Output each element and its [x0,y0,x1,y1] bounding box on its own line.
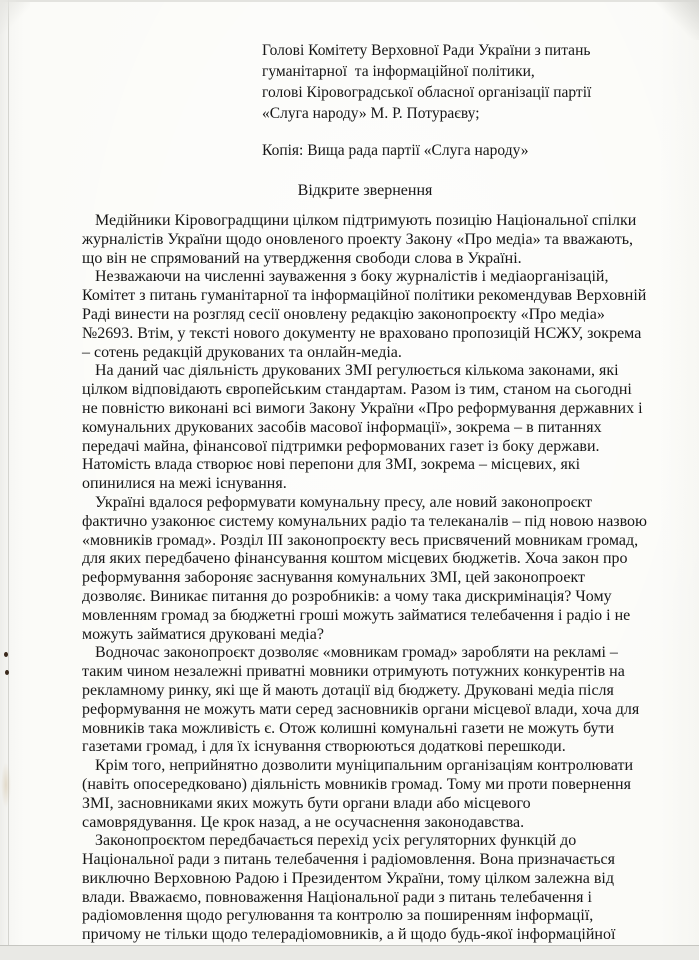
paper-left-edge [8,0,9,960]
recipient-line: «Слуга народу» М. Р. Потураєву; [262,105,480,122]
paragraph: Україні вдалося реформувати комунальну пресу, але новий законопроєкт фактично узаконює систему комунальних радіо та телеканалів – під новою назвою «мовників громад». Розділ III законопроєкту весь присвячений мовникам громад, для яких передбачено фінансування коштом місцевих бюджетів. Хоча закон про реформування забороняє заснування комунальних ЗМІ, цей законопроект дозволяє. Виникає питання до розробників: а чому така дискримінація? Чому мовленням громад за бюджетні гроші можуть займатися телебачення і радіо і не можуть займатися друковані медіа? [82,493,648,643]
paragraph: Незважаючи на численні зауваження з боку журналістів і медіаорганізацій, Комітет з питань гуманітарної та інформаційної політики рекомендував Верховній Раді винести на розгляд сесії оновлену редакцію законопроєкту «Про медіа» №2693. Втім, у тексті нового документу не враховано пропозицій НСЖУ, зокрема – сотень редакцій друкованих та онлайн-медіа. [82,268,647,361]
scan-bottom-strip [0,945,699,960]
letter-body [82,212,648,945]
recipient-block [262,40,662,161]
ink-speck [4,652,8,657]
ink-speck [5,670,9,675]
scan-smudge [1,762,11,808]
recipient-line: Голові Комітету Верховної Ради України з питань [262,42,591,59]
scan-shadow-top-right [653,0,699,40]
paragraph: Законопроєктом передбачається перехід усіх регуляторних функцій до Національної ради з питань телебачення і радіомовлення. Вона призначається виключно Верховною Радою і Президентом України, тому цілком залежна від влади. Вважаємо, повноваження Національної ради з питань телебачення і радіомовлення щодо регулювання та контролю за поширенням інформації, причому не тільки щодо телерадіомовників, а й щодо будь-якої інформаційної [82,832,616,944]
paragraph: Медійники Кіровоградщини цілком підтримують позицію Національної спілки журналістів України щодо оновленого проекту Закону «Про медіа» та вважають, що він не спрямований на утвердження свободи слова в Україні. [82,212,637,267]
recipient-line: голові Кіровоградської обласної організації партії [262,84,592,101]
recipient-line: гуманітарної та інформаційної політики, [262,63,535,80]
letter-title: Відкрите звернення [297,182,433,199]
paper-top-edge [0,0,699,2]
scan-shadow-top-left [0,0,30,34]
copy-line: Копія: Вища рада партії «Слуга народу» [262,142,529,159]
paragraph: Крім того, неприйнятно дозволити муніципальним організаціям контролювати (навіть опосередковано) діяльність мовників громад. Тому ми проти повернення ЗМІ, засновниками яких можуть бути органи влади або місцевого самоврядування. Це крок назад, а не осучаснення законодавства. [82,757,634,831]
paragraph: Водночас законопроєкт дозволяє «мовникам громад» заробляти на рекламі – таким чином незалежні приватні мовники отримують потужних конкурентів на рекламному ринку, які ще й мають дотації від бюджету. Друковані медіа після реформування не можуть мати серед засновників органи місцевої влади, хоча для мовників така можливість є. Отож колишні комунальні газети не можуть бути газетами громад, і для їх існування створюються додаткові перешкоди. [82,644,640,756]
paragraph: На даний час діяльність друкованих ЗМІ регулюється кількома законами, які цілком відповідають європейським стандартам. Разом із тим, станом на сьогодні не повністю виконані всі вимоги Закону України «Про реформування державних і комунальних друкованих засобів масової інформації», зокрема – в питаннях передачі майна, фінансової підтримки реформованих газет із боку держави. Натомість влада створює нові перепони для ЗМІ, зокрема – місцевих, які опинилися на межі існування. [82,362,643,493]
